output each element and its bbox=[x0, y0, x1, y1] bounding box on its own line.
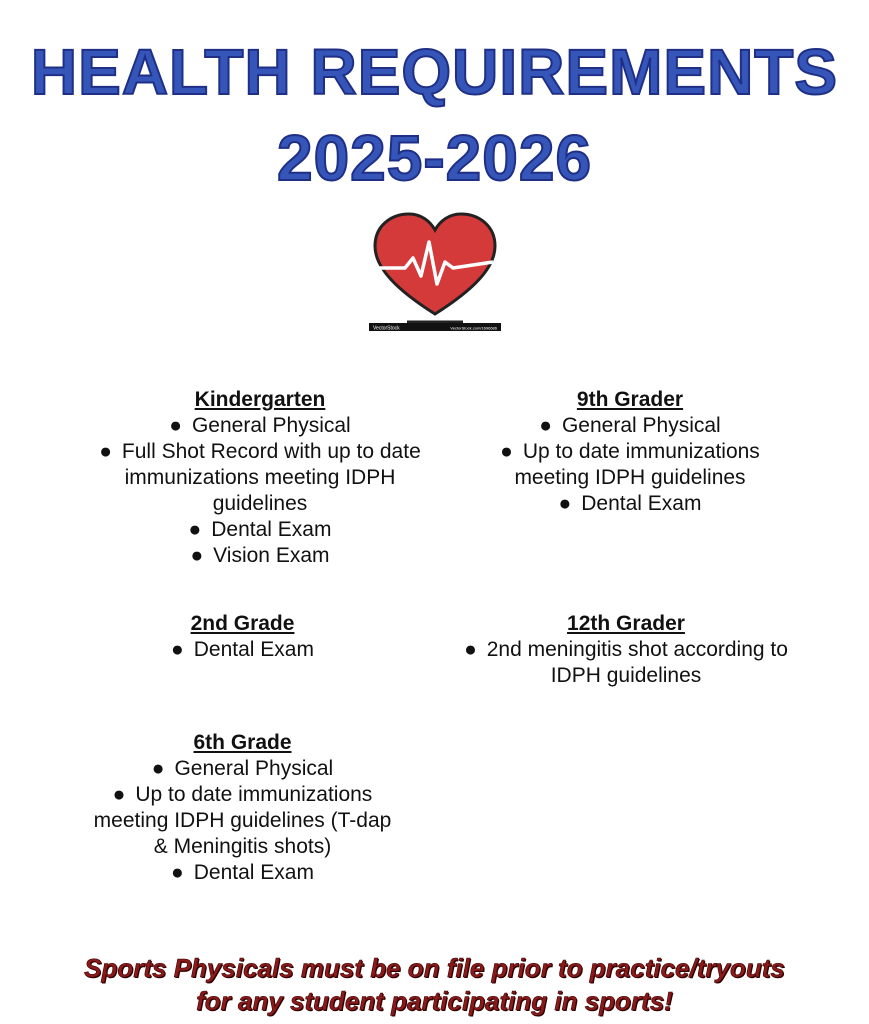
section-heading: 9th Grader bbox=[576, 388, 684, 411]
list-item: ● Dental Exam bbox=[558, 492, 702, 515]
sixth-grade-section bbox=[90, 730, 395, 886]
bullet-icon: ● bbox=[558, 492, 572, 515]
heart-heartbeat-icon bbox=[367, 210, 503, 332]
section-heading: 6th Grade bbox=[193, 731, 292, 754]
sports-physicals-notice bbox=[0, 952, 869, 1018]
list-item: ● Dental Exam bbox=[188, 518, 332, 541]
list-item: ● Dental Exam bbox=[171, 861, 314, 884]
bullet-icon: ● bbox=[188, 518, 202, 541]
notice-line: for any student participating in sports! bbox=[196, 986, 673, 1016]
list-item: ● Full Shot Record with up to date immunizations meeting IDPH guidelines bbox=[99, 440, 421, 515]
list-item: ● General Physical bbox=[539, 414, 721, 437]
bullet-icon: ● bbox=[169, 414, 182, 437]
bullet-icon: ● bbox=[151, 757, 165, 780]
page-title: HEALTH REQUIREMENTS bbox=[30, 36, 839, 108]
bullet-icon: ● bbox=[171, 638, 184, 661]
twelfth-grader-section bbox=[460, 611, 792, 689]
list-item: ● 2nd meningitis shot according to IDPH guidelines bbox=[464, 638, 788, 687]
bullet-icon: ● bbox=[500, 440, 513, 463]
bullet-icon: ● bbox=[171, 861, 184, 884]
kindergarten-section bbox=[90, 387, 430, 569]
bullet-icon: ● bbox=[99, 440, 112, 463]
section-heading: 12th Grader bbox=[567, 612, 685, 635]
section-heading: 2nd Grade bbox=[190, 612, 295, 635]
notice-line: Sports Physicals must be on file prior to practice/tryouts bbox=[84, 953, 785, 983]
list-item: ● Dental Exam bbox=[171, 638, 314, 661]
list-item: ● Up to date immunizations meeting IDPH guidelines (T-dap & Meningitis shots) bbox=[93, 783, 392, 858]
list-item: ● General Physical bbox=[169, 414, 351, 437]
list-item: ● Vision Exam bbox=[190, 544, 330, 567]
bullet-icon: ● bbox=[190, 544, 204, 567]
logo-watermark-right: VectorStock.com/1696686 bbox=[450, 325, 497, 331]
bullet-icon: ● bbox=[464, 638, 477, 661]
section-heading: Kindergarten bbox=[194, 388, 326, 411]
second-grade-section bbox=[90, 611, 395, 663]
page-year: 2025-2026 bbox=[276, 122, 593, 194]
bullet-icon: ● bbox=[539, 414, 552, 437]
list-item: ● Up to date immunizations meeting IDPH guidelines bbox=[500, 440, 760, 489]
list-item: ● General Physical bbox=[151, 757, 334, 780]
ninth-grader-section bbox=[480, 387, 780, 517]
bullet-icon: ● bbox=[112, 783, 126, 806]
logo-watermark-left: VectorStock bbox=[373, 325, 400, 332]
